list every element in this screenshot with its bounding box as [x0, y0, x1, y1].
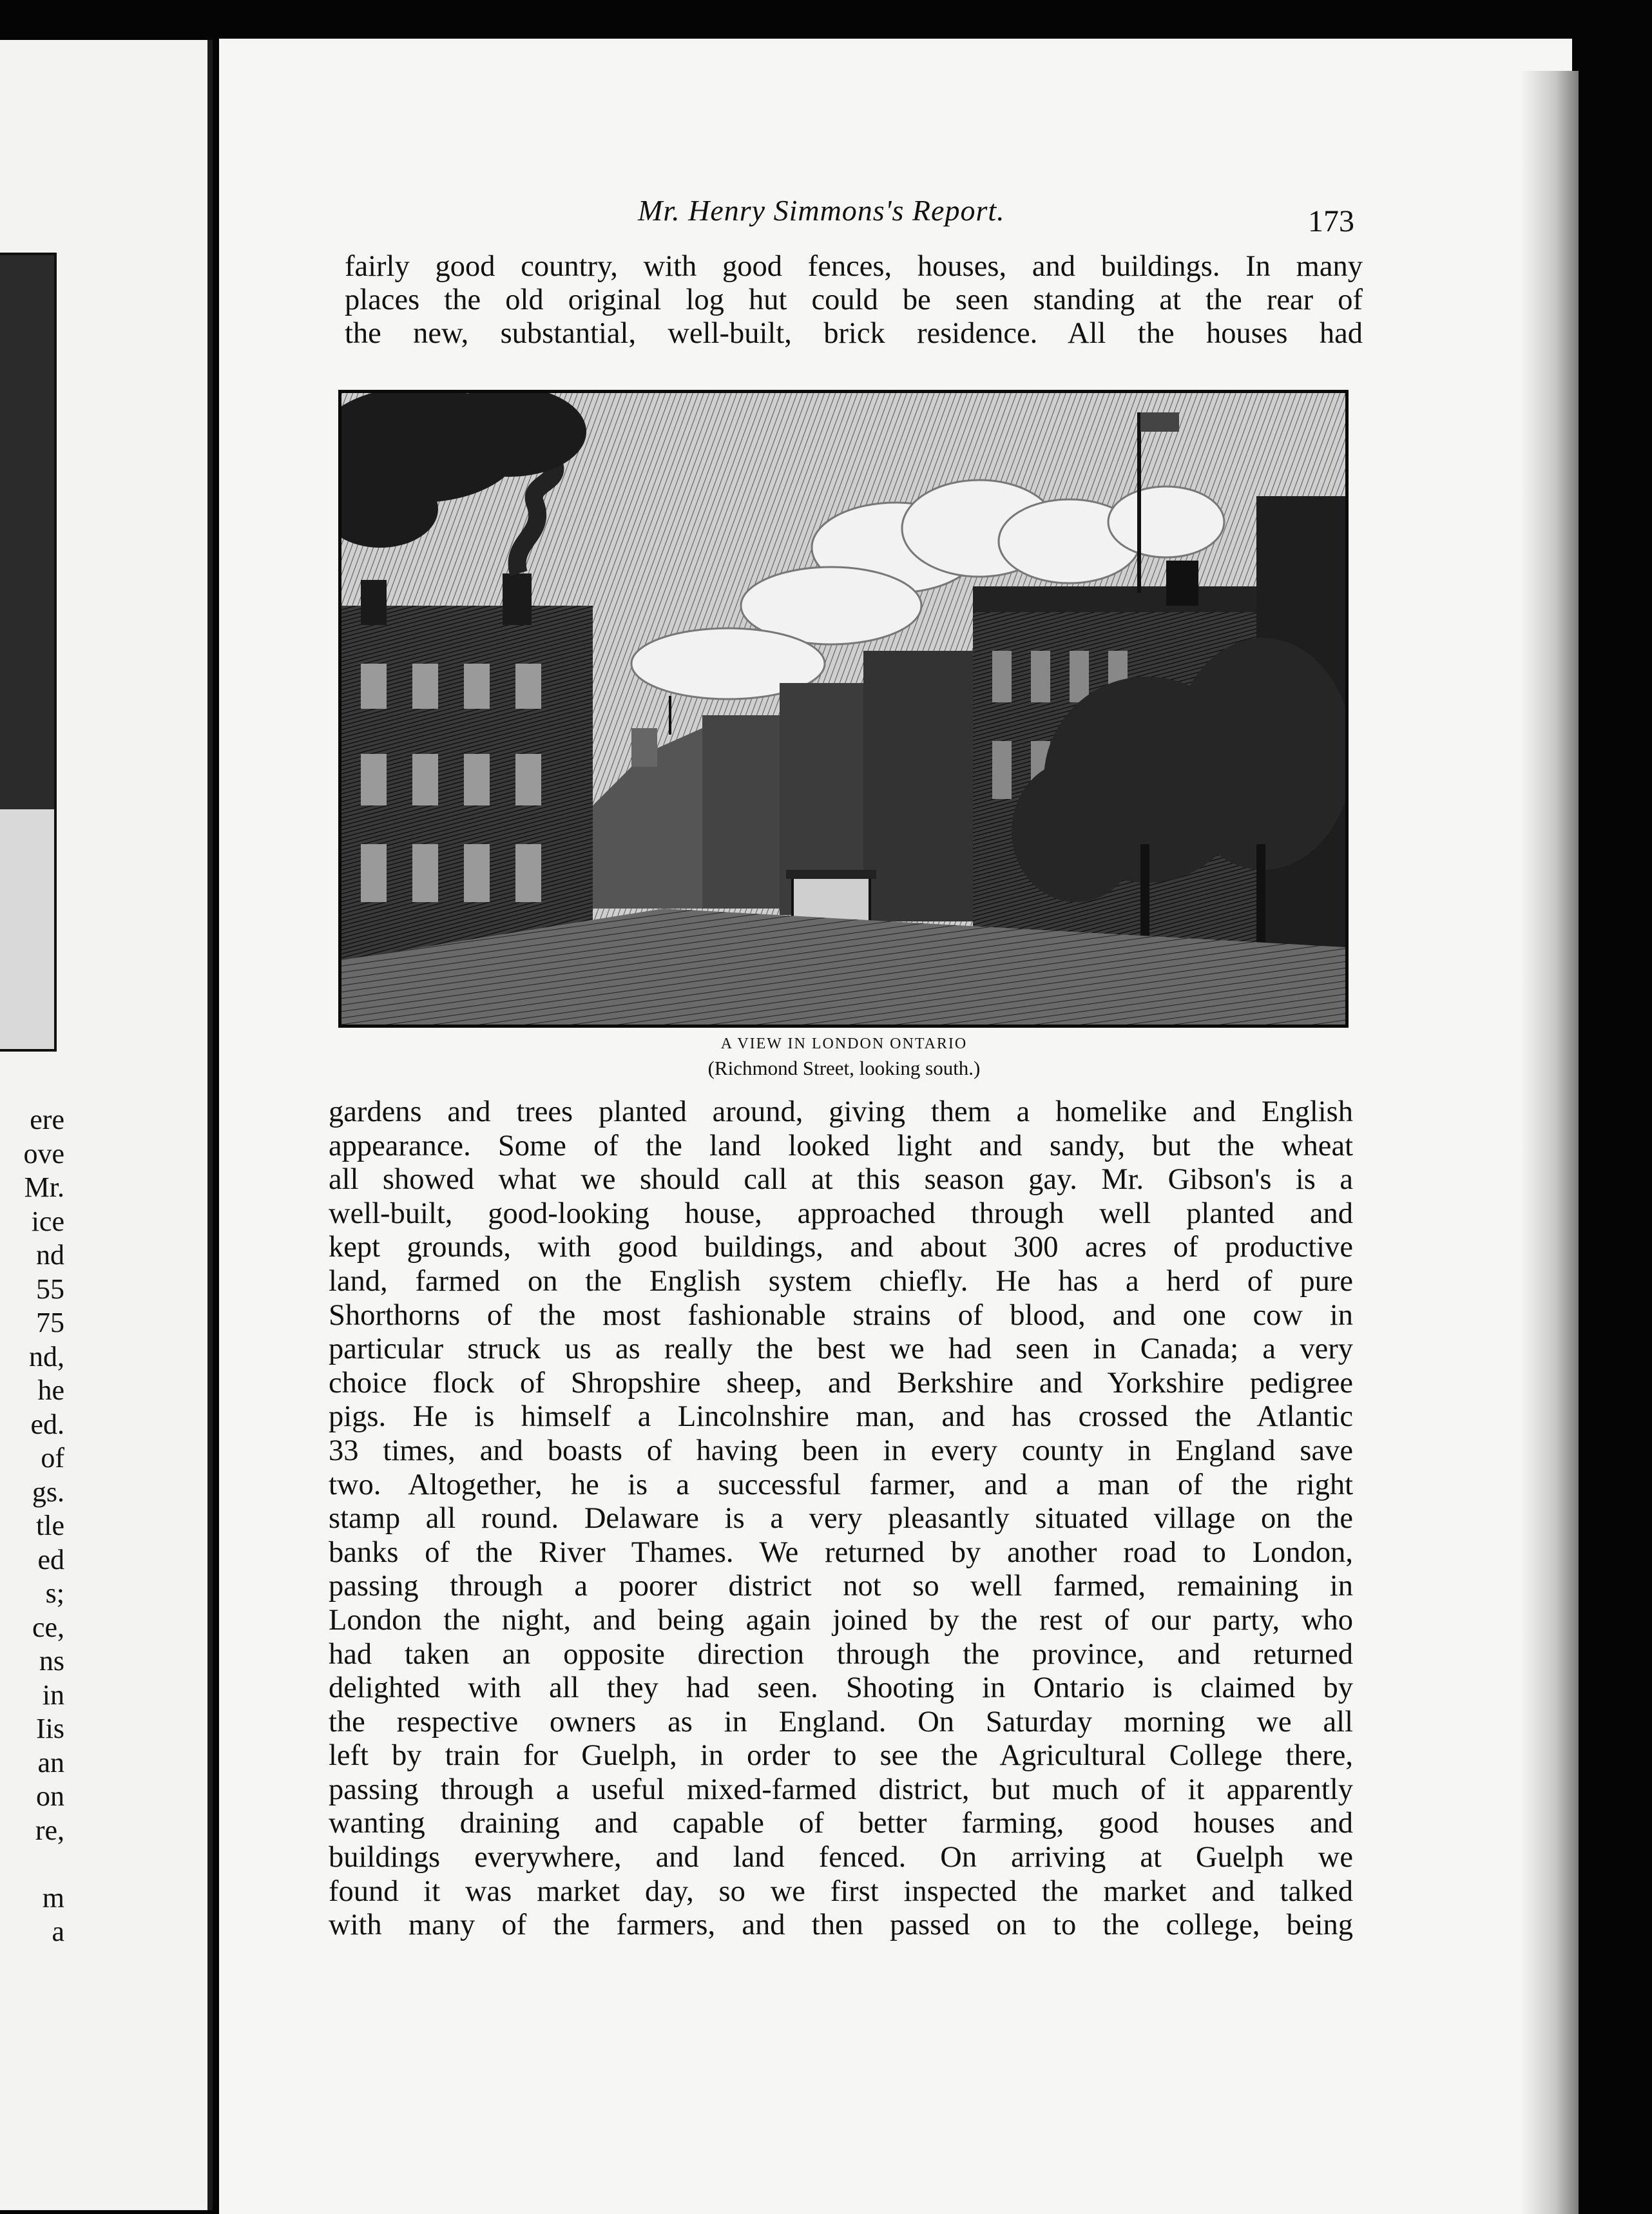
previous-page-line-fragment: he: [37, 1374, 64, 1406]
previous-page-line-fragment: gs.: [32, 1476, 64, 1508]
text-line: particular struck us as really the best we had seen in Canada; a very: [329, 1333, 1353, 1366]
body-paragraph: [329, 1095, 1353, 1943]
previous-page-line-fragment: m: [42, 1882, 64, 1914]
text-line: passing through a poorer district not so well farmed, remaining in: [329, 1570, 1353, 1603]
text-line: had taken an opposite direction through the province, and returned: [329, 1637, 1353, 1671]
previous-page-line-fragment: of: [41, 1442, 64, 1474]
text-line: the new, substantial, well-built, brick residence. All the houses had: [345, 317, 1363, 350]
text-line: kept grounds, with good buildings, and about 300 acres of productive: [329, 1231, 1353, 1264]
previous-page-text-fragments: [0, 1103, 64, 1949]
street-view-engraving: [341, 393, 1345, 1025]
previous-page-line-fragment: Mr.: [24, 1171, 64, 1203]
previous-page-line-fragment: an: [37, 1746, 64, 1778]
text-line: two. Altogether, he is a successful farmer, and a man of the right: [329, 1468, 1353, 1501]
figure-caption: A VIEW IN LONDON ONTARIO: [720, 1035, 968, 1052]
text-line: fairly good country, with good fences, houses, and buildings. In many: [345, 250, 1363, 283]
previous-page-line-fragment: nd,: [29, 1340, 64, 1372]
previous-page-line-fragment: ed: [37, 1543, 64, 1575]
text-line: all showed what we should call at this season gay. Mr. Gibson's is a: [329, 1163, 1353, 1197]
previous-page-line-fragment: re,: [35, 1814, 64, 1846]
text-line: well-built, good-looking house, approached through well planted and: [329, 1197, 1353, 1230]
text-line: London the night, and being again joined by the rest of our party, who: [329, 1603, 1353, 1637]
previous-page-line-fragment: ns: [39, 1645, 64, 1677]
text-line: Shorthorns of the most fashionable strains of blood, and one cow in: [329, 1298, 1353, 1332]
previous-page-line-fragment: nd: [36, 1239, 64, 1271]
text-line: buildings everywhere, and land fenced. On arriving at Guelph we: [329, 1841, 1353, 1874]
previous-page-line-fragment: in: [42, 1679, 64, 1711]
text-line: gardens and trees planted around, giving them a homelike and English: [329, 1095, 1353, 1128]
previous-page-line-fragment: 55: [36, 1273, 64, 1305]
left-brick-building: [341, 573, 593, 967]
text-line: 33 times, and boasts of having been in every county in England save: [329, 1434, 1353, 1467]
previous-page-line-fragment: 75: [36, 1307, 64, 1338]
previous-page-line-fragment: ere: [30, 1104, 64, 1135]
text-line: land, farmed on the English system chiefly. He has a herd of pure: [329, 1264, 1353, 1298]
text-line: the respective owners as in England. On Saturday morning we all: [329, 1705, 1353, 1738]
previous-page-illustration-edge: [0, 253, 57, 1052]
text-line: found it was market day, so we first inspected the market and talked: [329, 1874, 1353, 1908]
text-line: pigs. He is himself a Lincolnshire man, and has crossed the Atlantic: [329, 1400, 1353, 1434]
page-number: 173: [1308, 204, 1354, 238]
text-line: left by train for Guelph, in order to see the Agricultural College there,: [329, 1739, 1353, 1773]
running-head: Mr. Henry Simmons's Report.: [638, 194, 1005, 227]
top-paragraph: [345, 250, 1363, 351]
previous-page-line-fragment: ove: [23, 1137, 64, 1170]
text-line: stamp all round. Delaware is a very pleasantly situated village on the: [329, 1502, 1353, 1535]
text-line: delighted with all they had seen. Shooting in Ontario is claimed by: [329, 1671, 1353, 1705]
text-line: places the old original log hut could be seen standing at the rear of: [345, 284, 1363, 316]
flag: [1140, 412, 1179, 432]
previous-page-line-fragment: a: [52, 1916, 64, 1947]
previous-page-line-fragment: tle: [36, 1510, 64, 1541]
text-line: banks of the River Thames. We returned by another road to London,: [329, 1535, 1353, 1569]
text-line: passing through a useful mixed-farmed district, but much of it apparently: [329, 1773, 1353, 1806]
previous-page-line-fragment: on: [36, 1780, 64, 1812]
engraving-figure: [338, 390, 1349, 1028]
previous-page-fragment: [0, 40, 213, 2210]
previous-page-line-fragment: s;: [45, 1577, 64, 1609]
previous-page-line-fragment: ce,: [32, 1611, 64, 1643]
previous-page-line-fragment: ice: [31, 1205, 64, 1237]
text-line: wanting draining and capable of better farming, good houses and: [329, 1807, 1353, 1840]
previous-page-line-fragment: Iis: [36, 1713, 64, 1744]
previous-page-line-fragment: [0, 1847, 64, 1882]
figure-subcaption: (Richmond Street, looking south.): [707, 1057, 981, 1079]
text-line: appearance. Some of the land looked light and sandy, but the wheat: [329, 1129, 1353, 1162]
text-line: with many of the farmers, and then passed on to the college, being: [329, 1909, 1353, 1942]
text-line: choice flock of Shropshire sheep, and Berkshire and Yorkshire pedigree: [329, 1366, 1353, 1400]
previous-page-line-fragment: ed.: [30, 1408, 64, 1440]
page-edge-shadow: [1521, 71, 1579, 2214]
